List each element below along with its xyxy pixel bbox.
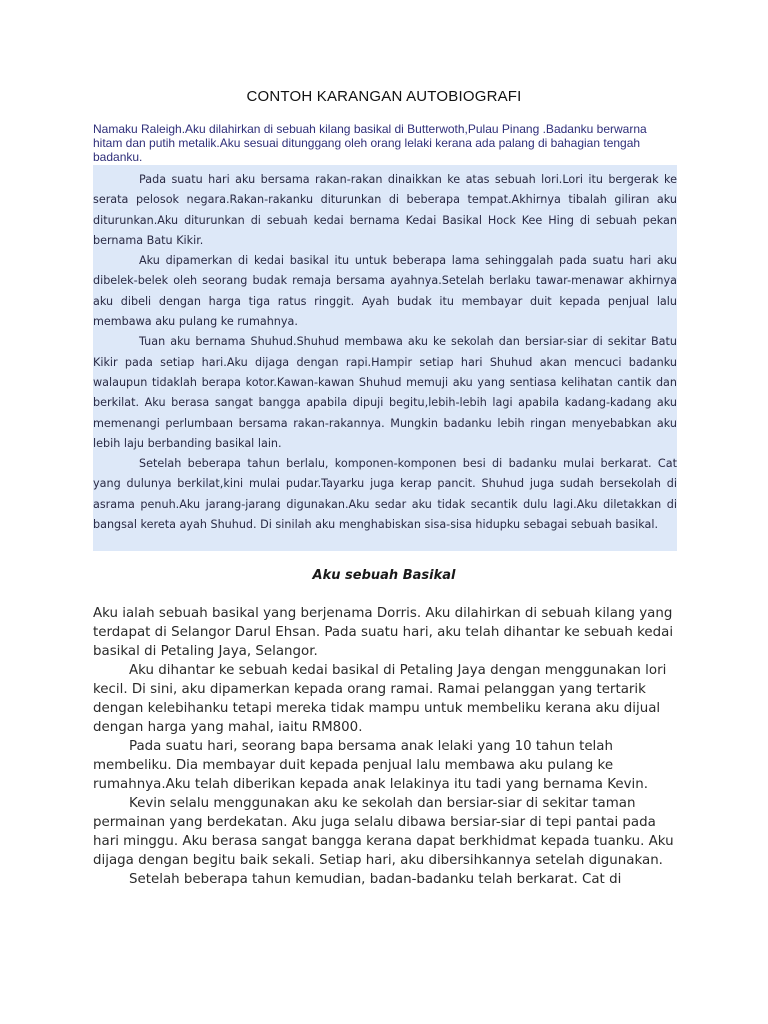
- highlight-paragraph: Setelah beberapa tahun berlalu, komponen-komponen besi di badanku mulai berkarat. Cat yang dulunya berkilat,kini mulai pudar.Tayarku juga kerap pancit. Shuhud juga sudah bersekolah di asrama penuh.Aku jarang-jarang digunakan.Aku sedar aku tidak secantik dulu lagi.Aku diletakkan di bangsal kereta ayah Shuhud. Di sinilah aku menghabiskan sisa-sisa hidupku sebagai sebuah basikal.: [93, 457, 677, 532]
- essay-paragraph: Pada suatu hari, seorang bapa bersama anak lelaki yang 10 tahun telah membeliku. Dia membayar duit kepada penjual lalu membawa aku pulang ke rumahnya.Aku telah diberikan kepada anak lelakinya itu tadi yang bernama Kevin.: [93, 739, 648, 792]
- highlight-paragraph: Pada suatu hari aku bersama rakan-rakan dinaikkan ke atas sebuah lori.Lori itu bergerak ke serata pelosok negara.Rakan-rakanku diturunkan di beberapa tempat.Akhirnya tibalah giliran aku diturunkan.Aku diturunkan di sebuah kedai bernama Kedai Basikal Hock Kee Hing di sebuah pekan bernama Batu Kikir.: [93, 173, 677, 247]
- highlight-paragraph: Aku dipamerkan di kedai basikal itu untuk beberapa lama sehinggalah pada suatu hari aku dibelek-belek oleh seorang budak remaja bersama ayahnya.Setelah berlaku tawar-menawar akhirnya aku dibeli dengan harga tiga ratus ringgit. Ayah budak itu membayar duit kepada penjual lalu membawa aku pulang ke rumahnya.: [93, 254, 677, 329]
- essay-paragraph: Kevin selalu menggunakan aku ke sekolah dan bersiar-siar di sekitar taman permainan yang berdekatan. Aku juga selalu dibawa bersiar-siar di tepi pantai pada hari minggu. Aku berasa sangat bangga kerana dapat berkhidmat kepada tuanku. Aku dijaga dengan begitu baik sekali. Setiap hari, aku dibersihkannya setelah digunakan.: [93, 796, 674, 868]
- essay-paragraph: Aku ialah sebuah basikal yang berjenama Dorris. Aku dilahirkan di sebuah kilang yang terdapat di Selangor Darul Ehsan. Pada suatu hari, aku telah dihantar ke sebuah kedai basikal di Petaling Jaya, Selangor.: [93, 606, 674, 659]
- essay-paragraph: Aku dihantar ke sebuah kedai basikal di Petaling Jaya dengan menggunakan lori kecil. Di sini, aku dipamerkan kepada orang ramai. Ramai pelanggan yang tertarik dengan kelebihanku tetapi mereka tidak mampu untuk membeliku kerana aku dijual dengan harga yang mahal, iaitu RM800.: [93, 663, 667, 735]
- highlighted-section: [93, 170, 677, 535]
- essay-paragraph: Setelah beberapa tahun kemudian, badan-badanku telah berkarat. Cat di: [129, 872, 622, 887]
- highlight-paragraph: Tuan aku bernama Shuhud.Shuhud membawa aku ke sekolah dan bersiar-siar di sekitar Batu Kikir pada setiap hari.Aku dijaga dengan rapi.Hampir setiap hari Shuhud akan mencuci badanku walaupun tidaklah berapa kotor.Kawan-kawan Shuhud memuji aku yang sentiasa kelihatan cantik dan berkilat. Aku berasa sangat bangga apabila dipuji begitu,lebih-lebih lagi apabila kadang-kadang aku memenangi perlumbaan bersama rakan-rakannya. Mungkin badanku lebih ringan menyebabkan aku lebih laju berbanding basikal lain.: [93, 335, 677, 450]
- document-title: CONTOH KARANGAN AUTOBIOGRAFI: [246, 88, 522, 105]
- essay-body: [93, 604, 678, 889]
- essay-subtitle: Aku sebuah Basikal: [312, 568, 456, 583]
- intro-paragraph: Namaku Raleigh.Aku dilahirkan di sebuah kilang basikal di Butterwoth,Pulau Pinang .Badanku berwarna hitam dan putih metalik.Aku sesuai ditunggang oleh orang lelaki kerana ada palang di bahagian tengah badanku.: [93, 122, 647, 164]
